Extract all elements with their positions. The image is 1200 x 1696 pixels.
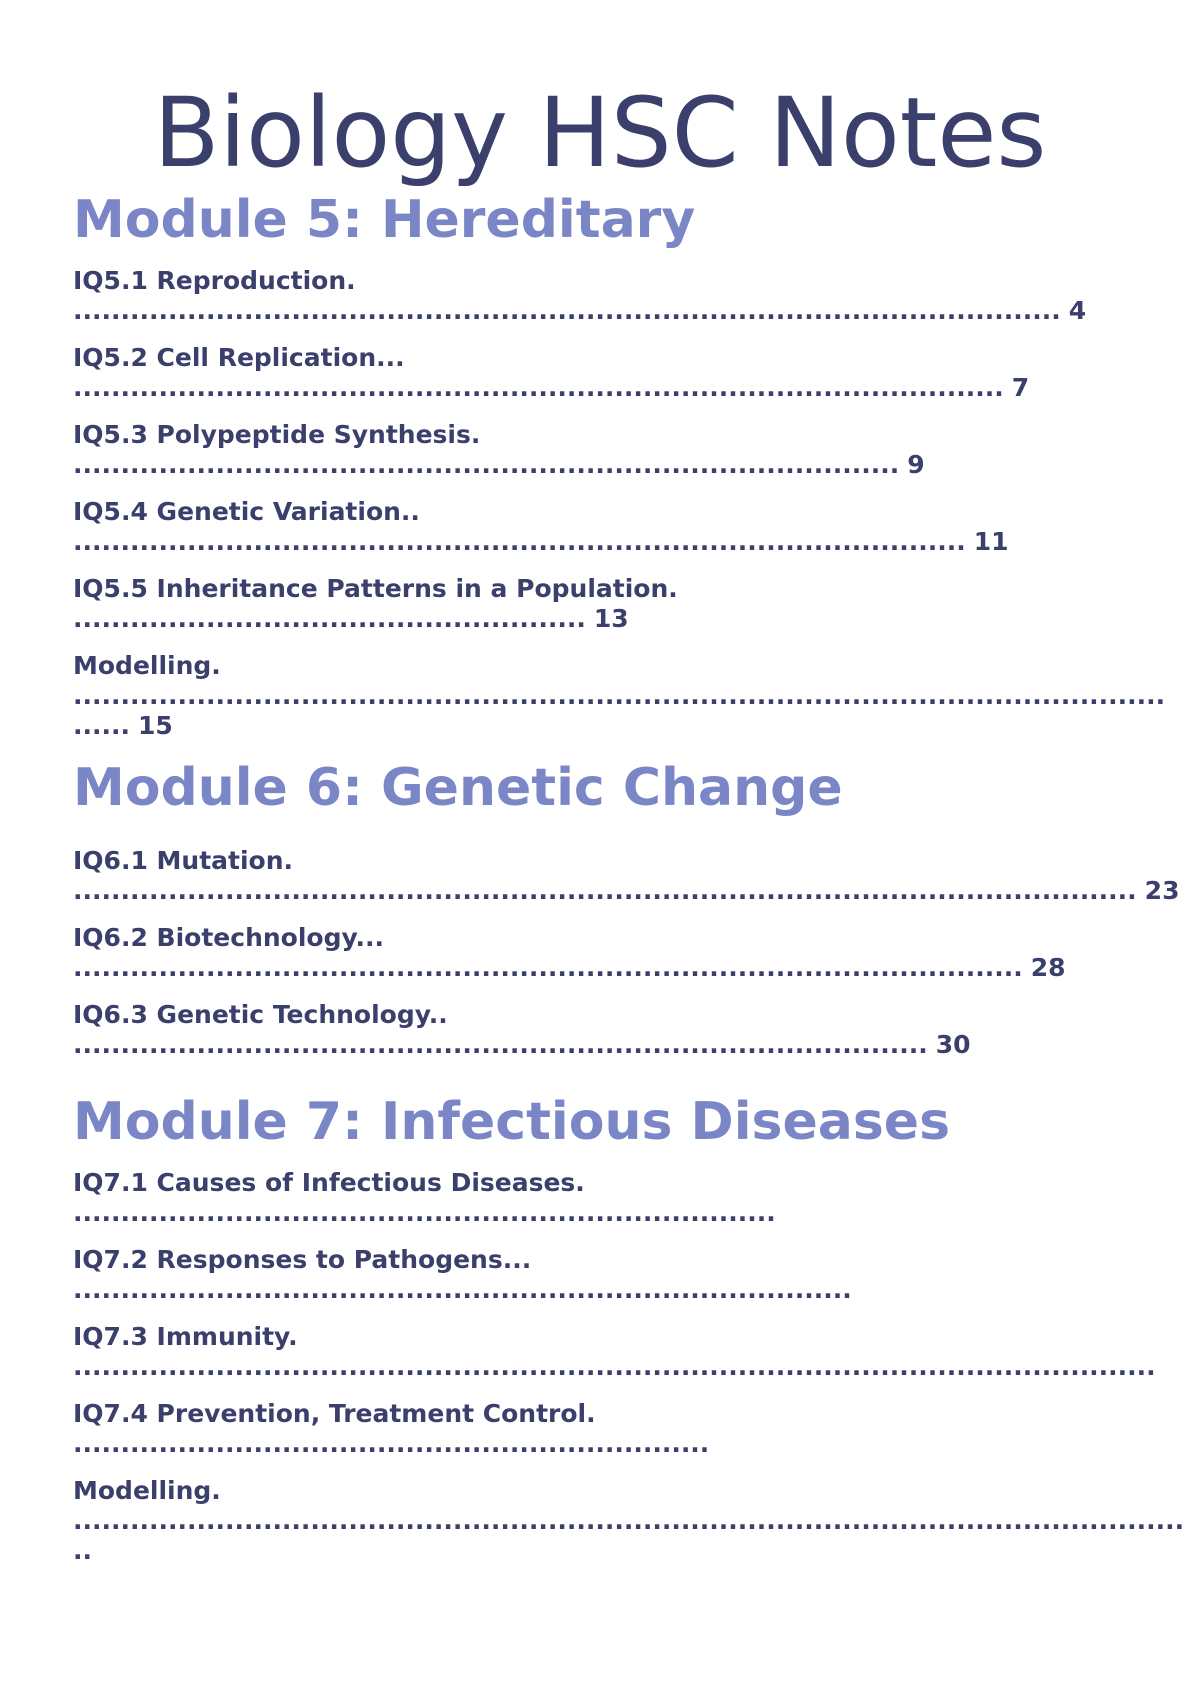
toc-leader — [73, 1352, 1156, 1382]
toc-entry-label: IQ5.3 Polypeptide Synthesis. — [73, 420, 481, 449]
toc-page-number: 7 — [1011, 373, 1030, 402]
toc-leader — [73, 450, 925, 480]
toc-entry-label: IQ6.3 Genetic Technology.. — [73, 1000, 448, 1029]
toc-entry-label: IQ6.2 Biotechnology... — [73, 923, 384, 952]
toc-leader-dots: .............................................................................................. — [73, 527, 966, 556]
toc-leader — [73, 876, 1179, 906]
toc-leader — [73, 296, 1086, 326]
toc-entry-iq5-2[interactable] — [73, 343, 1029, 403]
toc-entry-label: IQ7.4 Prevention, Treatment Control. — [73, 1399, 596, 1428]
toc-leader-dots: .................................................................................................. — [73, 373, 1004, 402]
toc-leader — [73, 604, 678, 634]
toc-entry-label: IQ7.2 Responses to Pathogens... — [73, 1245, 532, 1274]
toc-entry-label: IQ5.1 Reproduction. — [73, 266, 356, 295]
toc-leader — [73, 1030, 971, 1060]
toc-leader-dots: ........................................................................................................ — [73, 296, 1061, 325]
toc-leader-dots: ...................................................... — [73, 604, 586, 633]
toc-entry-label: IQ5.2 Cell Replication... — [73, 343, 405, 372]
toc-page-number: 28 — [1030, 953, 1066, 982]
toc-leader-continued — [73, 1536, 1184, 1566]
toc-page-number: 15 — [137, 711, 173, 740]
toc-leader-dots: .................................................................................. — [73, 1275, 852, 1304]
toc-page-number: 13 — [593, 604, 629, 633]
toc-leader — [73, 1429, 709, 1459]
document-title: Biology HSC Notes — [153, 77, 1047, 189]
toc-leader — [73, 1198, 776, 1228]
toc-leader-continued — [73, 711, 1165, 741]
module-5-heading: Module 5: Hereditary — [73, 190, 696, 250]
toc-leader — [73, 527, 1009, 557]
toc-leader — [73, 373, 1029, 403]
toc-entry-label: IQ7.3 Immunity. — [73, 1322, 298, 1351]
toc-entry-label: IQ5.5 Inheritance Patterns in a Population. — [73, 574, 678, 603]
toc-entry-label: IQ5.4 Genetic Variation.. — [73, 497, 420, 526]
toc-entry-iq5-5[interactable] — [73, 574, 678, 634]
toc-leader-dots: .......................................................................................... — [73, 1030, 928, 1059]
toc-leader-dots: ................................................................................................................ — [73, 876, 1137, 905]
toc-entry-iq5-1[interactable] — [73, 266, 1086, 326]
toc-page-number: 9 — [907, 450, 925, 479]
toc-leader-dots: ................................................................................................................... — [73, 681, 1166, 710]
toc-leader-dots: .......................................................................... — [73, 1198, 776, 1227]
toc-page-number: 4 — [1068, 296, 1087, 325]
toc-leader — [73, 1506, 1184, 1536]
toc-entry-label: IQ7.1 Causes of Infectious Diseases. — [73, 1168, 585, 1197]
toc-leader-dots: ...... — [73, 711, 130, 740]
toc-entry-label: Modelling. — [73, 651, 221, 680]
toc-page-number: 23 — [1144, 876, 1180, 905]
toc-page-number: 11 — [973, 527, 1009, 556]
toc-leader — [73, 953, 1066, 983]
toc-entry-modelling-5[interactable] — [73, 651, 1165, 741]
toc-leader — [73, 1275, 852, 1305]
toc-entry-iq5-4[interactable] — [73, 497, 1009, 557]
toc-entry-iq7-4[interactable] — [73, 1399, 709, 1459]
toc-entry-label: Modelling. — [73, 1476, 221, 1505]
module-6-heading: Module 6: Genetic Change — [73, 758, 843, 818]
toc-entry-iq7-3[interactable] — [73, 1322, 1156, 1382]
module-7-heading: Module 7: Infectious Diseases — [73, 1092, 951, 1152]
toc-leader-dots: .................................................................................................................. — [73, 1352, 1156, 1381]
toc-entry-iq7-2[interactable] — [73, 1245, 852, 1305]
toc-entry-iq7-1[interactable] — [73, 1168, 776, 1228]
toc-page-number: 30 — [935, 1030, 971, 1059]
toc-entry-iq5-3[interactable] — [73, 420, 925, 480]
toc-leader-dots: ....................................................................................... — [73, 450, 900, 479]
toc-entry-iq6-2[interactable] — [73, 923, 1066, 983]
toc-leader-dots: .. — [73, 1536, 92, 1565]
toc-leader-dots: .................................................................................................... — [73, 953, 1023, 982]
toc-leader-dots: ................................................................... — [73, 1429, 710, 1458]
toc-leader-dots: ..................................................................................................................... — [73, 1506, 1185, 1535]
toc-entry-modelling-7[interactable] — [73, 1476, 1184, 1566]
toc-entry-iq6-3[interactable] — [73, 1000, 971, 1060]
toc-leader — [73, 681, 1165, 711]
toc-entry-iq6-1[interactable] — [73, 846, 1179, 906]
toc-entry-label: IQ6.1 Mutation. — [73, 846, 294, 875]
